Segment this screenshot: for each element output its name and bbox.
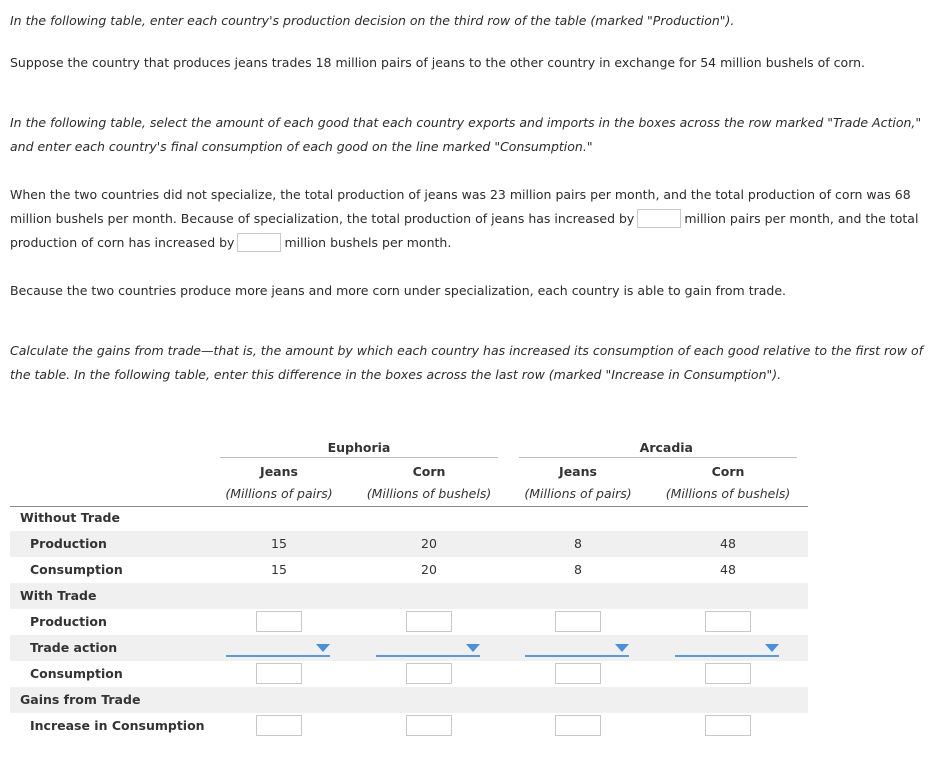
country-euphoria: Euphoria: [327, 440, 391, 455]
instruction-trade-action: In the following table, select the amount of each good that each country exports and imports in the boxes across the row marked "Trade Action," and enter each country's final consumption of each good on the line marked "Consumption.": [10, 115, 922, 154]
chevron-down-icon: [316, 644, 330, 652]
gain-statement: Because the two countries produce more jeans and more corn under specialization, each country is able to gain from trade.: [10, 283, 787, 298]
row-label-production: Production: [30, 614, 107, 629]
row-label-production: Production: [30, 536, 107, 551]
row-gains-from-trade: [10, 687, 808, 713]
row-label-consumption: Consumption: [30, 666, 123, 681]
trade-action-euphoria-jeans-dropdown[interactable]: [226, 637, 330, 657]
chevron-down-icon: [615, 644, 629, 652]
row-with-trade-production: [10, 609, 808, 635]
row-without-trade-production: [10, 531, 808, 557]
trade-action-euphoria-corn-dropdown[interactable]: [376, 637, 480, 657]
wt-consumption-arcadia-corn: 48: [720, 562, 736, 577]
instruction-gains: Calculate the gains from trade—that is, the amount by which each country has increased its consumption of each good relative to the first row of the table. In the following table, enter this difference in the boxes across the last row (marked "Increase in Consumption").: [10, 343, 924, 382]
col-arcadia-jeans: Jeans: [559, 464, 597, 479]
increase-arcadia-jeans-input[interactable]: [555, 715, 601, 736]
production-arcadia-corn-input[interactable]: [705, 611, 751, 632]
col-euphoria-jeans-unit: (Millions of pairs): [225, 486, 333, 501]
specialization-text-c: million bushels per month.: [284, 235, 452, 250]
consumption-arcadia-jeans-input[interactable]: [555, 663, 601, 684]
wt-consumption-arcadia-jeans: 8: [574, 562, 582, 577]
row-without-trade: [10, 505, 808, 531]
row-label-trade-action: Trade action: [30, 640, 118, 655]
production-arcadia-jeans-input[interactable]: [555, 611, 601, 632]
specialization-paragraph: [10, 183, 926, 255]
wt-production-arcadia-jeans: 8: [574, 536, 582, 551]
production-euphoria-jeans-input[interactable]: [256, 611, 302, 632]
col-arcadia-corn: Corn: [711, 464, 745, 479]
wt-consumption-euphoria-jeans: 15: [271, 562, 287, 577]
wt-production-euphoria-corn: 20: [421, 536, 437, 551]
col-euphoria-corn: Corn: [412, 464, 446, 479]
col-euphoria-corn-unit: (Millions of bushels): [366, 486, 492, 501]
row-with-trade-consumption: [10, 661, 808, 687]
trade-action-arcadia-jeans-dropdown[interactable]: [525, 637, 629, 657]
row-without-trade-consumption: [10, 557, 808, 583]
wt-production-euphoria-jeans: 15: [271, 536, 287, 551]
row-with-trade: [10, 583, 808, 609]
corn-increase-input[interactable]: [237, 233, 281, 252]
consumption-arcadia-corn-input[interactable]: [705, 663, 751, 684]
chevron-down-icon: [466, 644, 480, 652]
increase-euphoria-jeans-input[interactable]: [256, 715, 302, 736]
col-euphoria-jeans: Jeans: [260, 464, 298, 479]
row-trade-action: [10, 635, 808, 661]
consumption-euphoria-corn-input[interactable]: [406, 663, 452, 684]
euphoria-divider: [220, 457, 498, 458]
consumption-euphoria-jeans-input[interactable]: [256, 663, 302, 684]
increase-arcadia-corn-input[interactable]: [705, 715, 751, 736]
jeans-increase-input[interactable]: [637, 209, 681, 228]
country-arcadia: Arcadia: [639, 440, 693, 455]
trade-scenario-text: Suppose the country that produces jeans trades 18 million pairs of jeans to the other country in exchange for 54 million bushels of corn.: [10, 55, 866, 70]
group-label-with-trade: With Trade: [20, 588, 97, 603]
group-label-without-trade: Without Trade: [20, 510, 120, 525]
group-label-gains: Gains from Trade: [20, 692, 141, 707]
instruction-production: In the following table, enter each country's production decision on the third row of the table (marked "Production").: [10, 13, 735, 28]
row-label-consumption: Consumption: [30, 562, 123, 577]
col-arcadia-jeans-unit: (Millions of pairs): [524, 486, 632, 501]
arcadia-divider: [519, 457, 797, 458]
wt-consumption-euphoria-corn: 20: [421, 562, 437, 577]
chevron-down-icon: [765, 644, 779, 652]
row-increase-in-consumption: [10, 713, 808, 739]
trade-action-arcadia-corn-dropdown[interactable]: [675, 637, 779, 657]
row-label-increase: Increase in Consumption: [30, 718, 205, 733]
increase-euphoria-corn-input[interactable]: [406, 715, 452, 736]
specialization-text-b: million pairs per month, and the total production of corn has increased by: [10, 211, 919, 250]
production-euphoria-corn-input[interactable]: [406, 611, 452, 632]
col-arcadia-corn-unit: (Millions of bushels): [665, 486, 791, 501]
specialization-text-a: When the two countries did not specialize, the total production of jeans was 23 million pairs per month, and the total production of corn was 68 million bushels per month. Because of specialization, the total production of jeans has increased by: [10, 187, 911, 226]
wt-production-arcadia-corn: 48: [720, 536, 736, 551]
